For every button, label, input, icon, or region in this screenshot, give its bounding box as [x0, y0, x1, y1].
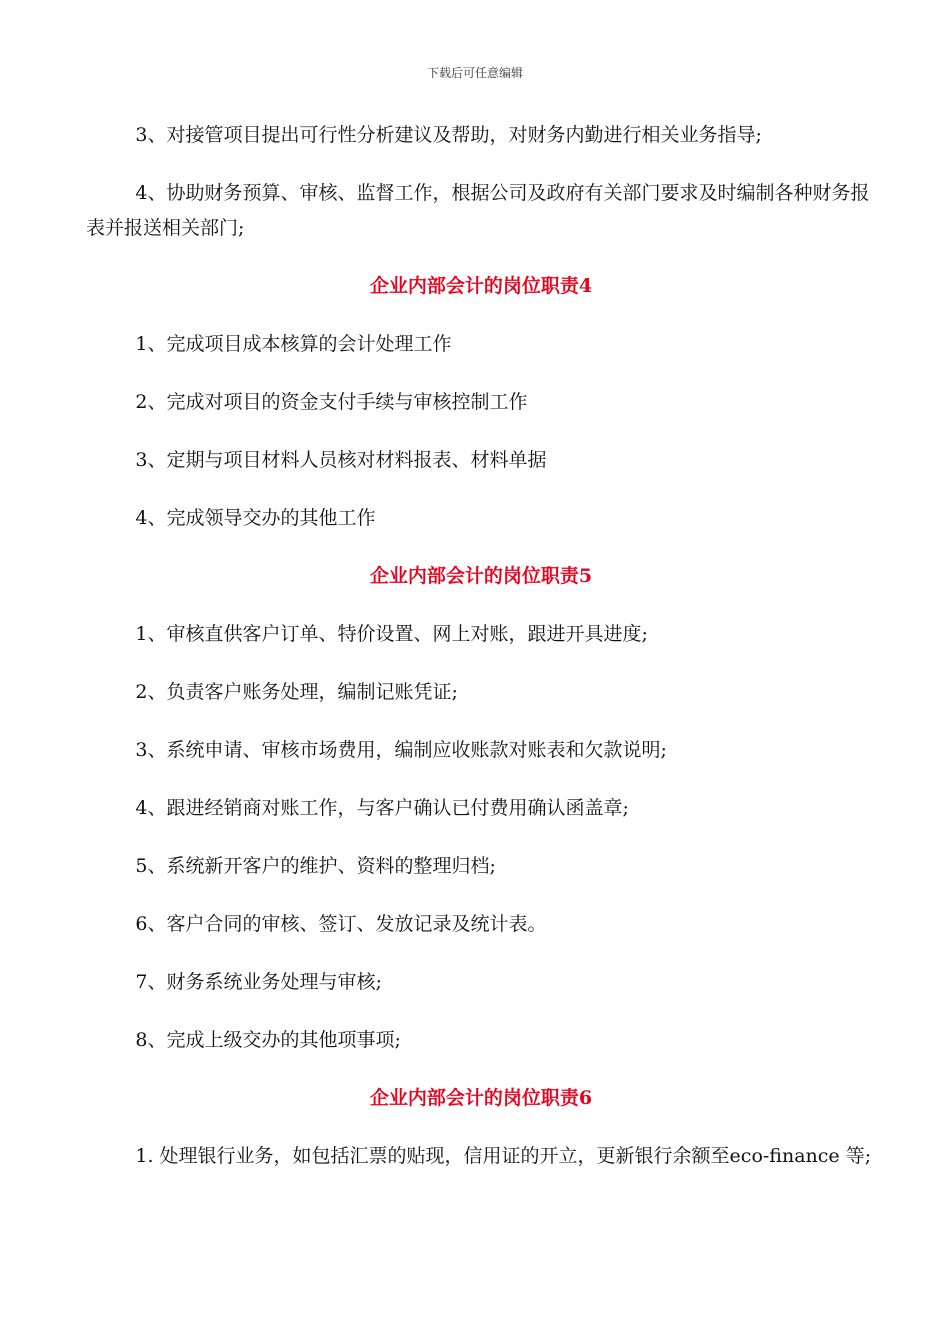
paragraph: 3、对接管项目提出可行性分析建议及帮助，对财务内勤进行相关业务指导;	[135, 124, 762, 146]
paragraph: 4、完成领导交办的其他工作	[135, 507, 376, 529]
paragraph: 4、协助财务预算、审核、监督工作，根据公司及政府有关部门要求及时编制各种财务报表并报送相关部门;	[86, 182, 870, 239]
paragraph: 3、定期与项目材料人员核对材料报表、材料单据	[135, 449, 547, 471]
paragraph: 5、系统新开客户的维护、资料的整理归档;	[135, 855, 496, 877]
document-body	[86, 118, 876, 1197]
paragraph: 6、客户合同的审核、签订、发放记录及统计表。	[135, 913, 547, 935]
section-heading: 企业内部会计的岗位职责5	[369, 565, 593, 587]
paragraph: 7、财务系统业务处理与审核;	[135, 971, 382, 993]
paragraph: 1. 处理银行业务，如包括汇票的贴现，信用证的开立，更新银行余额至eco-finance 等;	[135, 1145, 872, 1167]
paragraph: 4、跟进经销商对账工作，与客户确认已付费用确认函盖章;	[135, 797, 629, 819]
paragraph: 8、完成上级交办的其他项事项;	[135, 1029, 401, 1051]
paragraph: 1、审核直供客户订单、特价设置、网上对账，跟进开具进度;	[135, 623, 648, 645]
paragraph: 3、系统申请、审核市场费用，编制应收账款对账表和欠款说明;	[135, 739, 667, 761]
header-note: 下载后可任意编辑	[426, 66, 523, 80]
paragraph: 2、负责客户账务处理，编制记账凭证;	[135, 681, 458, 703]
section-heading: 企业内部会计的岗位职责6	[369, 1087, 593, 1109]
section-heading: 企业内部会计的岗位职责4	[369, 275, 593, 297]
paragraph: 2、完成对项目的资金支付手续与审核控制工作	[135, 391, 528, 413]
paragraph: 1、完成项目成本核算的会计处理工作	[135, 333, 452, 355]
